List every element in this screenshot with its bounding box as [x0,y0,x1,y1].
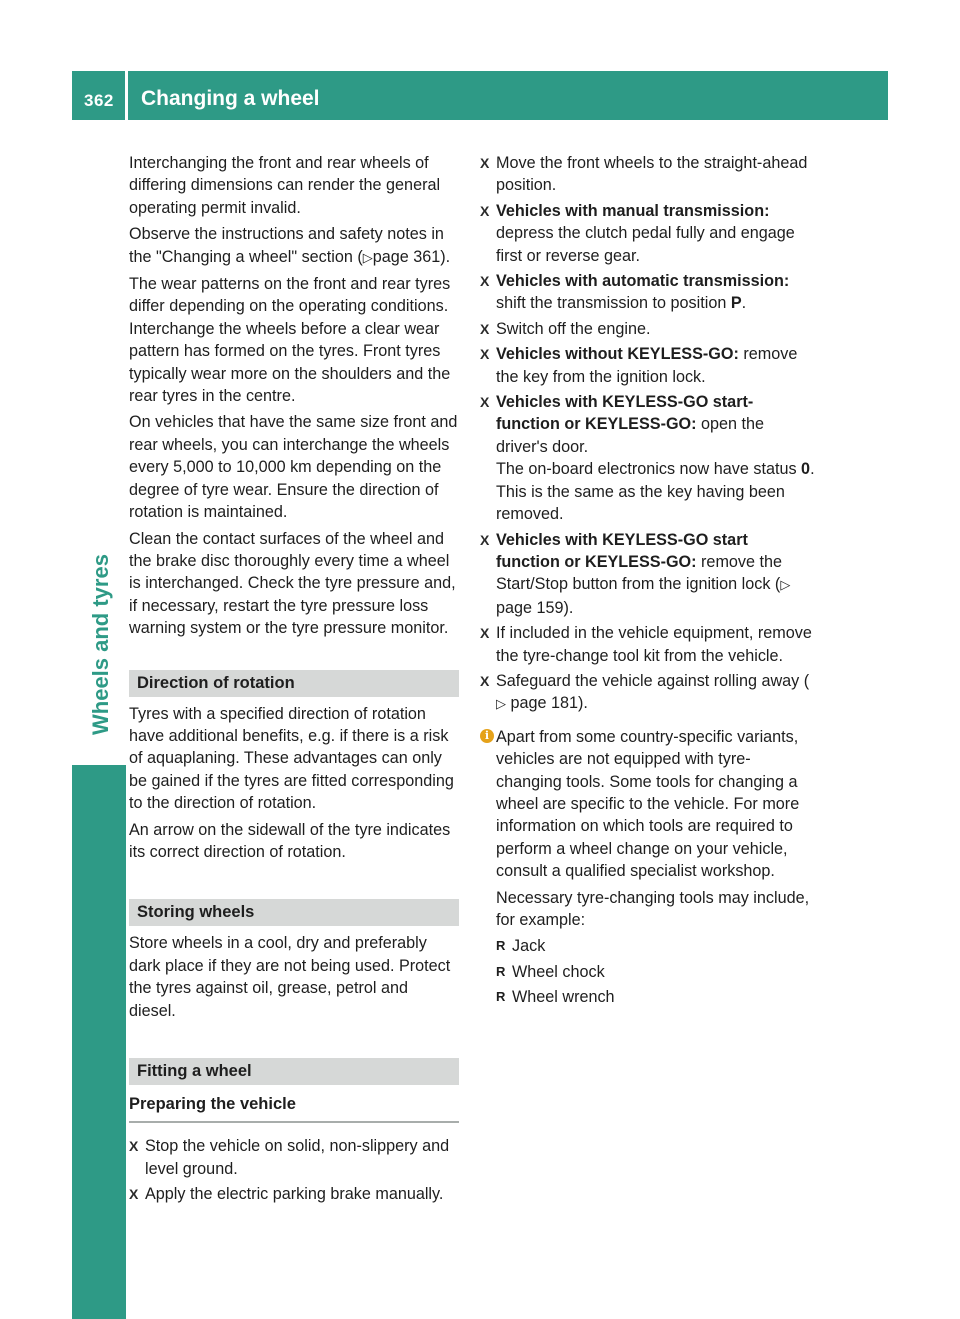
step-item: X Switch off the engine. [480,318,815,340]
step-item: X Vehicles with manual transmission: depress the clutch pedal fully and engage first or reverse gear. [480,201,795,265]
paragraph: Interchanging the front and rear wheels of differing dimensions can render the general operating permit invalid. [129,154,441,217]
left-column [129,152,459,1209]
step-item: X Safeguard the vehicle against rolling away (▷ page 181). [480,670,815,716]
info-icon: i [480,729,494,743]
step-item: X Vehicles with KEYLESS-GO start function or KEYLESS-GO: remove the Start/Stop button from the ignition lock (▷ page 159). [480,530,791,617]
page-ref-link[interactable]: page 361). [372,247,451,266]
step-marker-icon: X [480,394,490,411]
page-ref-arrow-icon: ▷ [362,249,373,265]
step-marker-icon: X [480,346,490,363]
paragraph: Apart from some country-specific variants, vehicles are not equipped with tyre-changing tools. Some tools for changing a wheel are specific to the vehicle. For more information on which tools are required to perform a wheel change on your vehicle, consult a qualified specialist workshop. [496,727,800,881]
paragraph: Observe the instructions and safety notes in the "Changing a wheel" section (▷page 361). [129,223,459,269]
paragraph: The wear patterns on the front and rear tyres differ depending on the operating conditions. Interchange the wheels before a clear wear pattern has formed on the tyres. Front tyres typically wear more on the shoulders and the rear tyres in the centre. [129,275,451,406]
section-heading-direction: Direction of rotation [129,670,459,697]
header-separator [125,71,128,120]
step-item: X Apply the electric parking brake manually. [129,1183,459,1205]
subheading-preparing: Preparing the vehicle [129,1093,459,1123]
step-marker-icon: X [129,1186,139,1203]
step-marker-icon: X [480,320,490,337]
info-note [480,726,815,1009]
paragraph: Store wheels in a cool, dry and preferably dark place if they are not being used. Protect the tyres against oil, grease, petrol and diesel. [129,934,451,1020]
right-column [480,152,815,1009]
paragraph: An arrow on the sidewall of the tyre indicates its correct direction of rotation. [129,820,451,861]
side-tab-block [72,765,126,1319]
step-marker-icon: X [129,1138,139,1155]
list-item: R Jack [496,935,815,957]
page-ref-arrow-icon: ▷ [780,577,791,593]
step-marker-icon: X [480,672,490,689]
step-item: X Move the front wheels to the straight-ahead position. [480,154,808,195]
paragraph: Clean the contact surfaces of the wheel and the brake disc thoroughly every time a wheel is interchanged. Check the tyre pressure and, if necessary, restart the tyre pressure loss warning system or the tyre pressure monitor. [129,529,456,638]
page-title: Changing a wheel [141,87,320,110]
step-item: X Vehicles with KEYLESS-GO start-function or KEYLESS-GO: open the driver's door. The on-board electronics now have status 0. This is the same as the key having been removed. [480,393,815,524]
side-tab-label: Wheels and tyres [88,554,113,735]
list-item: R Wheel chock [496,961,815,983]
step-marker-icon: X [480,202,490,219]
step-item: X If included in the vehicle equipment, remove the tyre-change tool kit from the vehicle. [480,624,812,665]
step-marker-icon: X [480,155,490,171]
step-marker-icon: X [480,273,490,290]
bullet-icon: R [496,989,506,1005]
section-heading-fitting: Fitting a wheel [129,1058,459,1085]
step-item: X Vehicles without KEYLESS-GO: remove the key from the ignition lock. [480,345,798,386]
paragraph: Tyres with a specified direction of rotation have additional benefits, e.g. if there is a risk of aquaplaning. These advantages can only be gained if the tyres are fitted corresponding to the direction of rotation. [129,704,454,813]
section-heading-storing: Storing wheels [129,899,459,926]
page-ref-link[interactable]: page 159). [496,598,574,617]
step-marker-icon: X [480,531,490,548]
bullet-icon: R [496,938,506,954]
bullet-icon: R [496,963,506,979]
step-item: X Vehicles with automatic transmission: shift the transmission to position P. [480,272,790,313]
list-item: R Wheel wrench [496,986,815,1008]
page-ref-link[interactable]: page 181). [506,694,588,713]
page-ref-arrow-icon: ▷ [496,696,506,712]
page-number: 362 [84,91,114,110]
step-marker-icon: X [480,625,490,642]
paragraph: On vehicles that have the same size front and rear wheels, you can interchange the wheels every 5,000 to 10,000 km depending on the degree of tyre wear. Ensure the direction of rotation is maintained. [129,413,458,522]
paragraph: Necessary tyre-changing tools may include, for example: [496,888,810,929]
step-item: X Stop the vehicle on solid, non-slippery and level ground. [129,1137,450,1178]
